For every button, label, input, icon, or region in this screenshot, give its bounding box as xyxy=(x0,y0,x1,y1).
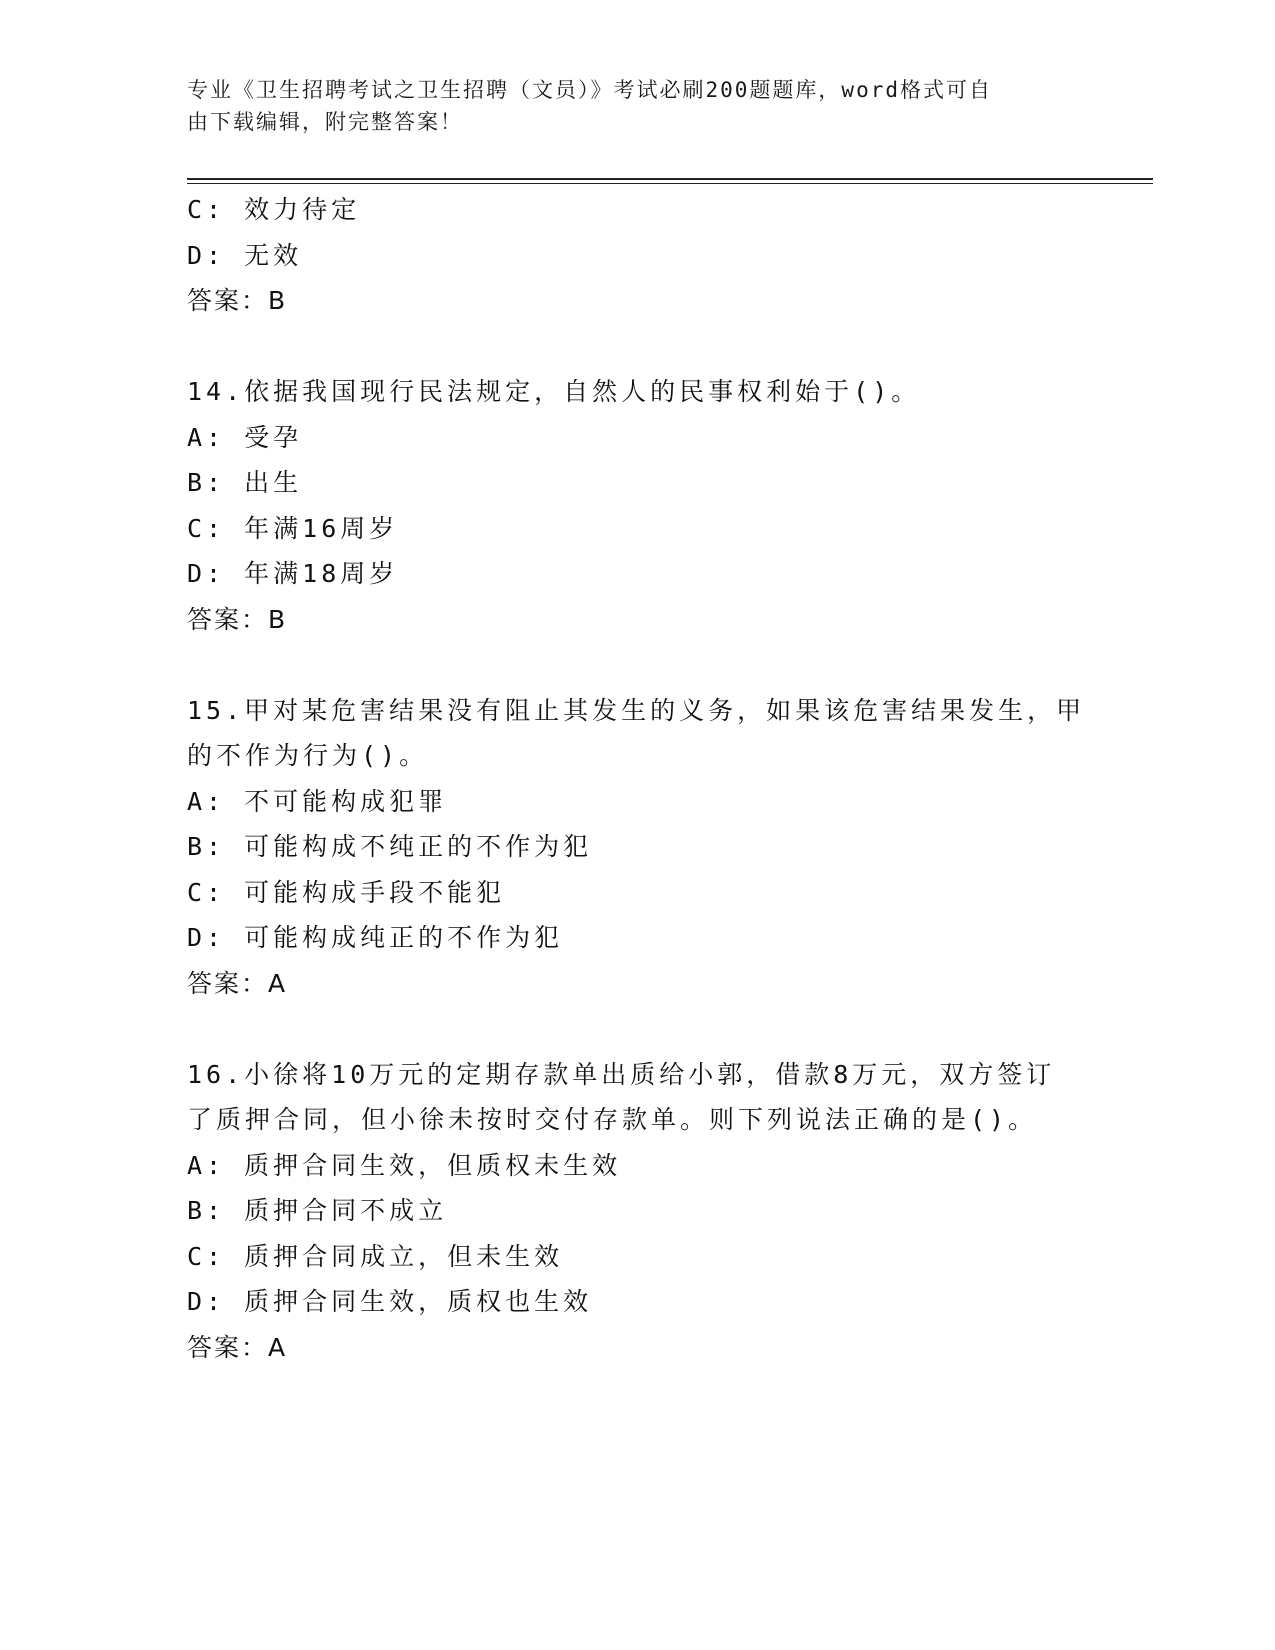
q14-answer: 答案：B xyxy=(187,604,288,634)
q15-stem-line-2: 的不作为行为()。 xyxy=(187,741,429,770)
q16-stem-line-2: 了质押合同，但小徐未按时交付存款单。则下列说法正确的是()。 xyxy=(187,1105,1038,1134)
prev-answer: 答案：B xyxy=(187,286,288,315)
q14-option-a: A: 受孕 xyxy=(187,422,303,452)
q15-answer: 答案：A xyxy=(187,968,288,998)
prev-option-d: D: 无效 xyxy=(187,240,303,270)
q15-option-c: C: 可能构成手段不能犯 xyxy=(187,877,506,907)
q14-option-d: D: 年满18周岁 xyxy=(187,559,399,588)
q16-option-d: D: 质押合同生效，质权也生效 xyxy=(187,1287,593,1316)
header-line-2: 由下载编辑，附完整答案！ xyxy=(187,110,463,134)
header-rule-thin xyxy=(187,183,1153,184)
document-header xyxy=(187,74,1067,138)
q14-option-b: B: 出生 xyxy=(187,468,303,497)
q15-option-d: D: 可能构成纯正的不作为犯 xyxy=(187,923,564,952)
q15-stem-line-1: 15.甲对某危害结果没有阻止其发生的义务，如果该危害结果发生，甲 xyxy=(187,695,1086,725)
q16-option-b: B: 质押合同不成立 xyxy=(187,1196,448,1225)
header-line-1: 专业《卫生招聘考试之卫生招聘（文员）》考试必刷200题题库，word格式可自 xyxy=(187,78,992,102)
question-content xyxy=(187,187,1087,1370)
q14-stem: 14.依据我国现行民法规定，自然人的民事权利始于()。 xyxy=(187,377,921,406)
q16-answer: 答案：A xyxy=(187,1332,288,1362)
q16-option-a: A: 质押合同生效，但质权未生效 xyxy=(187,1150,622,1180)
q14-option-c: C: 年满16周岁 xyxy=(187,513,399,543)
q15-option-b: B: 可能构成不纯正的不作为犯 xyxy=(187,832,593,861)
q16-stem-line-1: 16.小徐将10万元的定期存款单出质给小郭，借款8万元，双方签订 xyxy=(187,1059,1056,1089)
q15-option-a: A: 不可能构成犯罪 xyxy=(187,786,448,816)
header-rule-thick xyxy=(187,178,1153,180)
q16-option-c: C: 质押合同成立，但未生效 xyxy=(187,1241,564,1271)
prev-option-c: C: 效力待定 xyxy=(187,195,361,224)
